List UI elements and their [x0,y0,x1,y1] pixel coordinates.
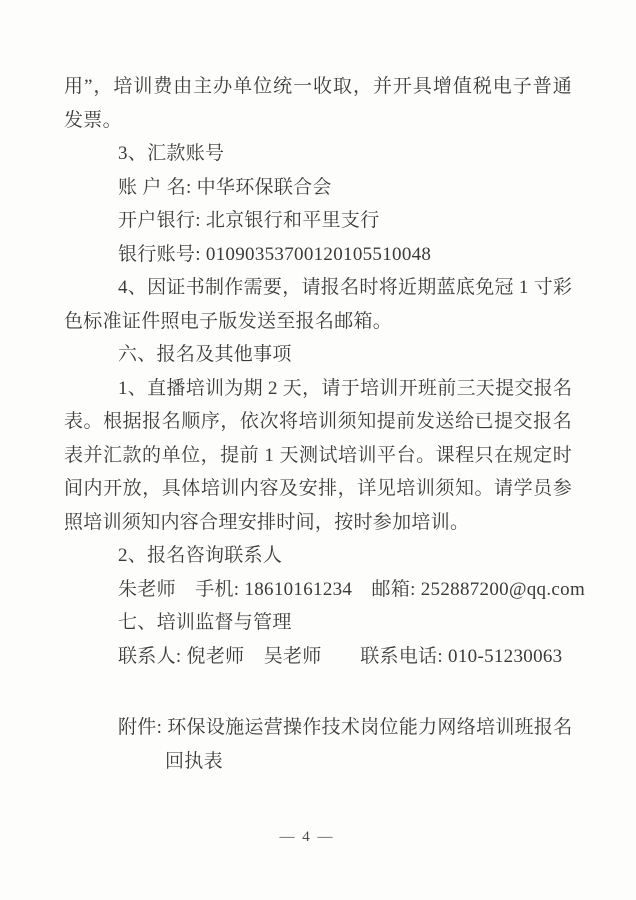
line-photo-requirement-cont: 色标准证件照电子版发送至报名邮箱。 [64,310,393,332]
line-training-item1-e: 照培训须知内容合理安排时间，按时参加培训。 [64,511,470,533]
page-number: — 4 — [279,829,335,845]
line-photo-requirement: 4、因证书制作需要，请报名时将近期蓝底免冠 1 寸彩 [118,277,573,298]
line-bank-account-number: 银行账号: 01090353700120105510048 [118,243,432,265]
line-fee-collection: 用”，培训费由主办单位统一收取，并开具增值税电子普通 [64,76,572,97]
line-training-item1-c: 表并汇款的单位，提前 1 天测试培训平台。课程只在规定时 [64,444,572,466]
line-attachment-cont: 回执表 [165,750,223,772]
line-attachment: 附件: 环保设施运营操作技术岗位能力网络培训班报名 [118,717,573,738]
line-invoice-end: 发票。 [64,109,122,131]
line-training-item1-d: 间内开放，具体培训内容及安排，详见培训须知。请学员参 [64,478,572,499]
line-supervision-contacts: 联系人: 倪老师 吴老师 联系电话: 010-51230063 [118,645,563,667]
line-training-item1-a: 1、直播培训为期 2 天，请于培训开班前三天提交报名 [118,377,573,399]
line-section7-heading: 七、培训监督与管理 [118,612,292,633]
document-body [64,70,586,778]
line-contact-zhu: 朱老师 手机: 18610161234 邮箱: 252887200@qq.com [118,578,586,600]
line-bank-name: 开户银行: 北京银行和平里支行 [118,210,380,231]
line-account-name: 账 户 名: 中华环保联合会 [118,176,332,198]
line-contact-heading: 2、报名咨询联系人 [118,545,283,566]
line-section6-heading: 六、报名及其他事项 [118,344,292,365]
line-training-item1-b: 表。根据报名顺序，依次将培训须知提前发送给已提交报名 [64,411,572,432]
line-remittance-heading: 3、汇款账号 [118,143,225,164]
